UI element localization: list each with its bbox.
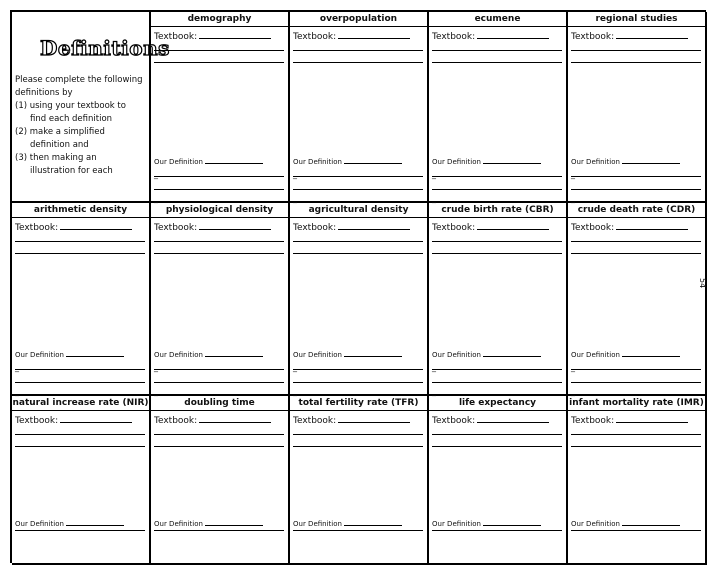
textbook-blank[interactable]	[477, 220, 549, 230]
textbook-blank[interactable]	[616, 413, 688, 423]
our-definition-line[interactable]	[571, 349, 702, 359]
our-definition-label: Our Definition	[293, 158, 342, 166]
textbook-line[interactable]	[293, 413, 424, 426]
instruction-line: (3) then making an	[15, 153, 97, 163]
term-header: crude birth rate (CBR)	[429, 203, 566, 218]
writing-line[interactable]	[154, 434, 284, 435]
writing-line[interactable]	[15, 434, 145, 435]
writing-line[interactable]	[293, 176, 423, 177]
term-header: natural increase rate (NIR)	[12, 396, 149, 411]
our-definition-blank[interactable]	[344, 518, 402, 526]
writing-line[interactable]	[15, 382, 145, 383]
writing-line[interactable]	[571, 189, 701, 190]
our-definition-line[interactable]	[293, 349, 424, 359]
term-header: agricultural density	[290, 203, 427, 218]
textbook-label: Textbook:	[571, 416, 615, 426]
term-header: overpopulation	[290, 12, 427, 27]
textbook-blank[interactable]	[199, 220, 271, 230]
dash-mark: _	[571, 363, 575, 372]
writing-line[interactable]	[571, 434, 701, 435]
definition-cell	[151, 396, 290, 565]
textbook-line[interactable]	[15, 220, 146, 233]
term-header: crude death rate (CDR)	[568, 203, 705, 218]
textbook-line[interactable]	[154, 29, 285, 42]
writing-line[interactable]	[432, 62, 562, 63]
dash-mark: _	[154, 363, 158, 372]
textbook-blank[interactable]	[616, 29, 688, 39]
textbook-label: Textbook:	[15, 416, 59, 426]
writing-line[interactable]	[432, 253, 562, 254]
writing-line[interactable]	[293, 434, 423, 435]
textbook-blank[interactable]	[60, 413, 132, 423]
dash-mark: _	[293, 387, 297, 396]
writing-line[interactable]	[154, 369, 284, 370]
definition-cell	[12, 203, 151, 396]
textbook-label: Textbook:	[154, 223, 198, 233]
textbook-line[interactable]	[571, 29, 702, 42]
definition-cell	[568, 396, 707, 565]
our-definition-label: Our Definition	[432, 158, 481, 166]
dash-mark: _	[571, 387, 575, 396]
writing-line[interactable]	[293, 382, 423, 383]
instruction-line: definitions by	[15, 88, 73, 98]
dash-mark: _	[432, 194, 436, 203]
our-definition-label: Our Definition	[432, 351, 481, 359]
writing-line[interactable]	[432, 369, 562, 370]
textbook-line[interactable]	[571, 413, 702, 426]
our-definition-blank[interactable]	[483, 349, 541, 357]
textbook-label: Textbook:	[15, 223, 59, 233]
definition-cell	[290, 203, 429, 396]
textbook-blank[interactable]	[338, 220, 410, 230]
dash-mark: _	[432, 363, 436, 372]
term-header: total fertility rate (TFR)	[290, 396, 427, 411]
our-definition-blank[interactable]	[66, 518, 124, 526]
writing-line[interactable]	[154, 446, 284, 447]
our-definition-label: Our Definition	[154, 520, 203, 528]
writing-line[interactable]	[432, 382, 562, 383]
dash-mark: _	[154, 170, 158, 179]
instruction-line: Please complete the following	[15, 75, 143, 85]
our-definition-line[interactable]	[432, 156, 563, 166]
definition-cell	[290, 396, 429, 565]
writing-line[interactable]	[154, 176, 284, 177]
textbook-line[interactable]	[154, 220, 285, 233]
writing-line[interactable]	[293, 369, 423, 370]
writing-line[interactable]	[571, 253, 701, 254]
our-definition-label: Our Definition	[571, 158, 620, 166]
instruction-line: illustration for each	[30, 166, 113, 176]
writing-line[interactable]	[293, 50, 423, 51]
dash-mark: _	[432, 387, 436, 396]
writing-line[interactable]	[571, 241, 701, 242]
writing-line[interactable]	[154, 382, 284, 383]
instruction-line: (1) using your textbook to	[15, 101, 126, 111]
definition-cell	[151, 203, 290, 396]
definitions-logo: Definitions	[40, 36, 170, 60]
writing-line[interactable]	[154, 50, 284, 51]
writing-line[interactable]	[293, 253, 423, 254]
our-definition-label: Our Definition	[293, 520, 342, 528]
dash-mark: _	[432, 170, 436, 179]
writing-line[interactable]	[293, 530, 423, 531]
our-definition-label: Our Definition	[154, 158, 203, 166]
textbook-label: Textbook:	[571, 223, 615, 233]
writing-line[interactable]	[432, 176, 562, 177]
our-definition-line[interactable]	[15, 349, 146, 359]
our-definition-line[interactable]	[432, 349, 563, 359]
our-definition-label: Our Definition	[293, 351, 342, 359]
our-definition-line[interactable]	[293, 156, 424, 166]
writing-line[interactable]	[15, 369, 145, 370]
writing-line[interactable]	[571, 530, 701, 531]
dash-mark: _	[293, 363, 297, 372]
writing-line[interactable]	[15, 253, 145, 254]
our-definition-line[interactable]	[154, 349, 285, 359]
textbook-blank[interactable]	[199, 29, 271, 39]
writing-line[interactable]	[571, 176, 701, 177]
our-definition-line[interactable]	[571, 518, 702, 528]
our-definition-label: Our Definition	[432, 520, 481, 528]
writing-line[interactable]	[293, 241, 423, 242]
textbook-label: Textbook:	[154, 416, 198, 426]
dash-mark: _	[15, 387, 19, 396]
our-definition-label: Our Definition	[15, 520, 64, 528]
our-definition-blank[interactable]	[205, 156, 263, 164]
writing-line[interactable]	[571, 62, 701, 63]
textbook-line[interactable]	[432, 220, 563, 233]
instruction-line: (2) make a simplified	[15, 127, 105, 137]
page-number: 54	[698, 278, 707, 289]
our-definition-line[interactable]	[293, 518, 424, 528]
textbook-label: Textbook:	[293, 416, 337, 426]
textbook-label: Textbook:	[571, 32, 615, 42]
textbook-label: Textbook:	[432, 416, 476, 426]
term-header: physiological density	[151, 203, 288, 218]
writing-line[interactable]	[154, 530, 284, 531]
writing-line[interactable]	[293, 62, 423, 63]
instruction-line: definition and	[30, 140, 89, 150]
writing-line[interactable]	[15, 446, 145, 447]
definitions-worksheet	[10, 10, 706, 563]
instructions-text	[15, 74, 149, 178]
our-definition-line[interactable]	[432, 518, 563, 528]
writing-line[interactable]	[432, 189, 562, 190]
textbook-line[interactable]	[432, 413, 563, 426]
writing-line[interactable]	[432, 446, 562, 447]
our-definition-line[interactable]	[571, 156, 702, 166]
writing-line[interactable]	[154, 241, 284, 242]
our-definition-blank[interactable]	[483, 156, 541, 164]
term-header: doubling time	[151, 396, 288, 411]
textbook-line[interactable]	[571, 220, 702, 233]
our-definition-label: Our Definition	[571, 351, 620, 359]
our-definition-label: Our Definition	[571, 520, 620, 528]
instruction-line: find each definition	[30, 114, 113, 124]
textbook-label: Textbook:	[293, 32, 337, 42]
our-definition-blank[interactable]	[622, 518, 680, 526]
dash-mark: _	[15, 363, 19, 372]
writing-line[interactable]	[571, 50, 701, 51]
textbook-label: Textbook:	[432, 32, 476, 42]
writing-line[interactable]	[571, 446, 701, 447]
textbook-blank[interactable]	[477, 29, 549, 39]
our-definition-label: Our Definition	[154, 351, 203, 359]
our-definition-blank[interactable]	[344, 349, 402, 357]
definition-cell	[429, 203, 568, 396]
textbook-line[interactable]	[432, 29, 563, 42]
our-definition-blank[interactable]	[205, 518, 263, 526]
textbook-blank[interactable]	[338, 29, 410, 39]
instructions-panel	[12, 12, 170, 203]
textbook-label: Textbook:	[154, 32, 198, 42]
dash-mark: _	[154, 387, 158, 396]
textbook-blank[interactable]	[338, 413, 410, 423]
definition-cell	[12, 396, 151, 565]
textbook-line[interactable]	[154, 413, 285, 426]
definition-cell	[429, 12, 568, 203]
our-definition-blank[interactable]	[66, 349, 124, 357]
writing-line[interactable]	[432, 241, 562, 242]
our-definition-line[interactable]	[154, 156, 285, 166]
our-definition-line[interactable]	[15, 518, 146, 528]
our-definition-label: Our Definition	[15, 351, 64, 359]
definition-cell	[568, 203, 707, 396]
textbook-label: Textbook:	[293, 223, 337, 233]
our-definition-blank[interactable]	[344, 156, 402, 164]
writing-line[interactable]	[571, 369, 701, 370]
writing-line[interactable]	[154, 253, 284, 254]
definition-cell	[290, 12, 429, 203]
our-definition-blank[interactable]	[622, 349, 680, 357]
textbook-line[interactable]	[15, 413, 146, 426]
dash-mark: _	[571, 194, 575, 203]
writing-line[interactable]	[154, 62, 284, 63]
term-header: arithmetic density	[12, 203, 149, 218]
textbook-line[interactable]	[293, 29, 424, 42]
our-definition-blank[interactable]	[483, 518, 541, 526]
term-header: demography	[151, 12, 288, 27]
textbook-line[interactable]	[293, 220, 424, 233]
textbook-blank[interactable]	[616, 220, 688, 230]
term-header: life expectancy	[429, 396, 566, 411]
definition-cell	[151, 12, 290, 203]
our-definition-blank[interactable]	[205, 349, 263, 357]
writing-line[interactable]	[293, 446, 423, 447]
writing-line[interactable]	[293, 189, 423, 190]
definition-cell	[568, 12, 707, 203]
writing-line[interactable]	[15, 241, 145, 242]
term-header: regional studies	[568, 12, 705, 27]
textbook-blank[interactable]	[199, 413, 271, 423]
dash-mark: _	[293, 194, 297, 203]
writing-line[interactable]	[154, 189, 284, 190]
writing-line[interactable]	[432, 530, 562, 531]
our-definition-line[interactable]	[154, 518, 285, 528]
textbook-blank[interactable]	[60, 220, 132, 230]
writing-line[interactable]	[15, 530, 145, 531]
writing-line[interactable]	[432, 50, 562, 51]
writing-line[interactable]	[432, 434, 562, 435]
term-header: ecumene	[429, 12, 566, 27]
writing-line[interactable]	[571, 382, 701, 383]
dash-mark: _	[154, 194, 158, 203]
term-header: infant mortality rate (IMR)	[568, 396, 705, 411]
definition-cell	[429, 396, 568, 565]
our-definition-blank[interactable]	[622, 156, 680, 164]
textbook-label: Textbook:	[432, 223, 476, 233]
dash-mark: _	[571, 170, 575, 179]
dash-mark: _	[293, 170, 297, 179]
textbook-blank[interactable]	[477, 413, 549, 423]
